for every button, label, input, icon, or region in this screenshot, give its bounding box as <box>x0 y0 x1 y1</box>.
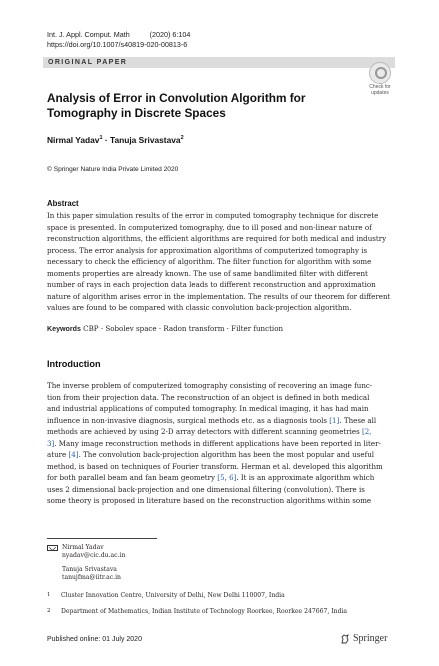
abstract-heading: Abstract <box>47 199 79 208</box>
citation-link[interactable]: [1] <box>329 415 340 425</box>
abstract-line: number of rays in each projection data leads to different reconstruction and approximation <box>47 280 376 289</box>
contact-email-2[interactable]: tanujfma@iitr.ac.in <box>62 573 121 581</box>
affiliation-text: Department of Mathematics, Indian Institute of Technology Roorkee, Roorkee 247667, India <box>61 608 348 615</box>
abstract-line: reconstruction algorithms, the efficient algorithms are required for both medical and industry <box>47 234 387 243</box>
abstract-line: In this paper simulation results of the error in computed tomography technique for discrete <box>47 211 379 220</box>
affiliation-number: 2 <box>47 608 51 614</box>
intro-line: some theory is proposed in literature based on the reconstruction algorithms within some <box>47 496 372 505</box>
author-list <box>47 135 184 145</box>
keywords-label: Keywords <box>47 325 81 333</box>
abstract-line: necessary to check the efficiency of algorithm. The filter function for algorithm with some <box>47 257 372 266</box>
publisher-name: Springer <box>353 633 388 644</box>
article-type-label: ORIGINAL PAPER <box>48 58 128 66</box>
affiliation-1 <box>47 592 285 599</box>
intro-line: influence in non-invasive diagnosis, surgical methods etc. as a diagnosis tools [1]. These all <box>47 415 377 425</box>
abstract-line: space is presented. In computerized tomography, due to ill posed and non-linear nature of <box>47 222 372 232</box>
springer-logo <box>340 633 387 644</box>
abstract-line: process. The error analysis for approximation algorithms of computerized tomography is <box>47 245 368 255</box>
corresponding-contact <box>47 544 125 582</box>
abstract-line: moments properties are already known. The use of same bandlimited filter with different <box>47 268 368 278</box>
journal-info <box>47 30 190 49</box>
citation-link[interactable]: [5 <box>217 473 225 482</box>
author-2[interactable]: Tanuja Srivastava <box>109 135 181 145</box>
intro-line: The inverse problem of computerized tomography consisting of recovering an image func- <box>47 381 373 390</box>
keywords-text: CBP · Sobolev space · Radon transform · Filter function <box>80 324 284 333</box>
badge-line1: Check for <box>369 84 391 90</box>
doi-link[interactable]: https://doi.org/10.1007/s40819-020-00813-6 <box>47 39 188 49</box>
envelope-icon <box>47 545 58 551</box>
citation-link[interactable]: 6] <box>229 473 237 482</box>
abstract-line: values are found to be compared with classic convolution back-projection algorithm. <box>47 303 352 312</box>
intro-line: 3]. Many image reconstruction methods in different applications have been reported in liter- <box>47 438 381 448</box>
intro-line: and industrial applications of computed tomography. In medical imaging, it has had main <box>47 404 369 413</box>
contact-name-1: Nirmal Yadav <box>62 544 104 551</box>
citation-link[interactable]: [4] <box>68 450 79 459</box>
affiliation-2 <box>47 608 347 615</box>
abstract-line: nature of algorithm arises error in the implementation. The results of our theorem for different <box>47 291 391 301</box>
citation-link[interactable]: [2, <box>362 427 372 436</box>
affiliation-number: 1 <box>47 592 51 598</box>
intro-line: method, is based on techniques of Fourier transform. Herman et al. developed this algorithm <box>47 461 383 471</box>
springer-horse-icon <box>340 634 350 644</box>
intro-line: methods are achieved by using 2-D array detectors with different scanning geometries [2, <box>47 427 372 436</box>
intro-line: tion from their projection data. The reconstruction of an object is defined in both medical <box>47 392 370 402</box>
intro-line: uses 2 dimensional back-projection and one dimensional filtering (convolution). There is <box>47 484 365 494</box>
citation-link[interactable]: 3] <box>47 438 55 448</box>
contact-name-2: Tanuja Srivastava <box>62 565 117 573</box>
paper-title: Analysis of Error in Convolution Algorithm for Tomography in Discrete Spaces <box>47 91 306 120</box>
contact-email-1[interactable]: nyadav@cic.du.ac.in <box>62 552 126 560</box>
badge-line2: updates <box>371 89 389 96</box>
intro-line: for both parallel beam and fan beam geometry [5, 6]. It is an approximate algorithm which <box>47 473 375 482</box>
author-1-affil: 1 <box>99 135 103 142</box>
check-for-updates-badge[interactable] <box>365 62 395 96</box>
intro-line: ature [4]. The convolution back-projection algorithm has been the most popular and useful <box>47 450 375 459</box>
introduction-body <box>47 380 392 507</box>
introduction-heading: Introduction <box>47 359 101 369</box>
author-2-affil: 2 <box>180 135 184 142</box>
author-1[interactable]: Nirmal Yadav <box>47 135 100 145</box>
author-separator: · <box>102 135 110 145</box>
footnote-divider <box>47 538 157 539</box>
journal-citation: Int. J. Appl. Comput. Math (2020) 6:104 <box>47 30 191 39</box>
affiliation-text: Cluster Innovation Centre, University of Delhi, New Delhi 110007, India <box>61 592 285 599</box>
abstract-body <box>47 210 392 314</box>
check-for-updates-icon <box>369 62 391 84</box>
article-type-banner <box>43 57 395 68</box>
keywords <box>47 324 283 333</box>
published-date: Published online: 01 July 2020 <box>47 636 142 643</box>
copyright-line: © Springer Nature India Private Limited 2020 <box>47 166 179 173</box>
